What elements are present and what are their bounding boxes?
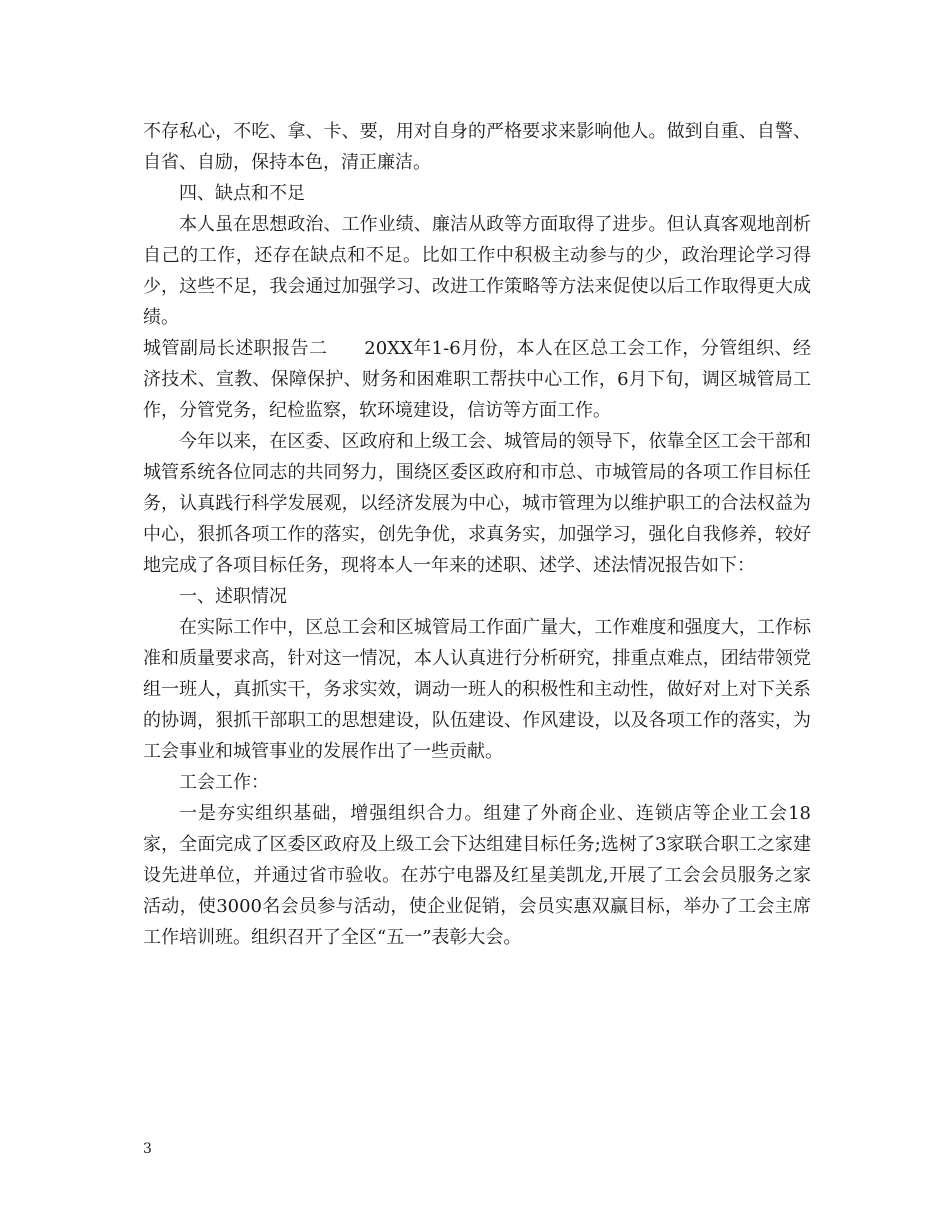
paragraph-shortcomings: 本人虽在思想政治、工作业绩、廉洁从政等方面取得了进步。但认真客观地剖析自己的工作，还存在缺点和不足。比如工作中积极主动参与的少，政治理论学习得少，这些不足，我会通过加强学习、改进工作策略等方法来促使以后工作取得更大成绩。 — [143, 214, 811, 328]
paragraph-overview: 今年以来，在区委、区政府和上级工会、城管局的领导下，依靠全区工会干部和城管系统各位同志的共同努力，围绕区委区政府和市总、市城管局的各项工作目标任务，认真践行科学发展观，以经济发展为中心，城市管理为以维护职工的合法权益为中心，狠抓各项工作的落实，创先争优，求真务实，加强学习，强化自我修养，较好地完成了各项目标任务，现将本人一年来的述职、述学、述法情况报告如下： — [143, 431, 811, 576]
paragraph-union-work: 一是夯实组织基础，增强组织合力。组建了外商企业、连锁店等企业工会18家，全面完成了区委区政府及上级工会下达组建目标任务;选树了3家联合职工之家建设先进单位，并通过省市验收。在苏宁电器及红星美凯龙,开展了工会会员服务之家活动，使3000名会员参与活动，使企业促销，会员实惠双赢目标，举办了工会主席工作培训班。组织召开了全区“五一”表彰大会。 — [143, 803, 811, 948]
heading-duty-report: 一、述职情况 — [179, 586, 287, 607]
heading-union-work: 工会工作： — [179, 772, 269, 793]
report-two-intro: 城管副局长述职报告二 20XX年1-6月份，本人在区总工会工作，分管组织、经济技术、宣教、保障保护、财务和困难职工帮扶中心工作，6月下旬，调区城管局工作，分管党务，纪检监察，软环境建设，信访等方面工作。 — [143, 338, 811, 421]
paragraph-1: 不存私心，不吃、拿、卡、要，用对自身的严格要求来影响他人。做到自重、自警、自省、自励，保持本色，清正廉洁。 — [143, 121, 811, 173]
heading-shortcomings: 四、缺点和不足 — [179, 183, 305, 204]
paragraph-duty-details: 在实际工作中，区总工会和区城管局工作面广量大，工作难度和强度大，工作标准和质量要求高，针对这一情况，本人认真进行分析研究，排重点难点，团结带领党组一班人，真抓实干，务求实效，调动一班人的积极性和主动性，做好对上对下关系的协调，狠抓干部职工的思想建设，队伍建设、作风建设，以及各项工作的落实，为工会事业和城管事业的发展作出了一些贡献。 — [143, 617, 811, 762]
page-number: 3 — [143, 1141, 152, 1157]
body-text — [143, 116, 811, 953]
